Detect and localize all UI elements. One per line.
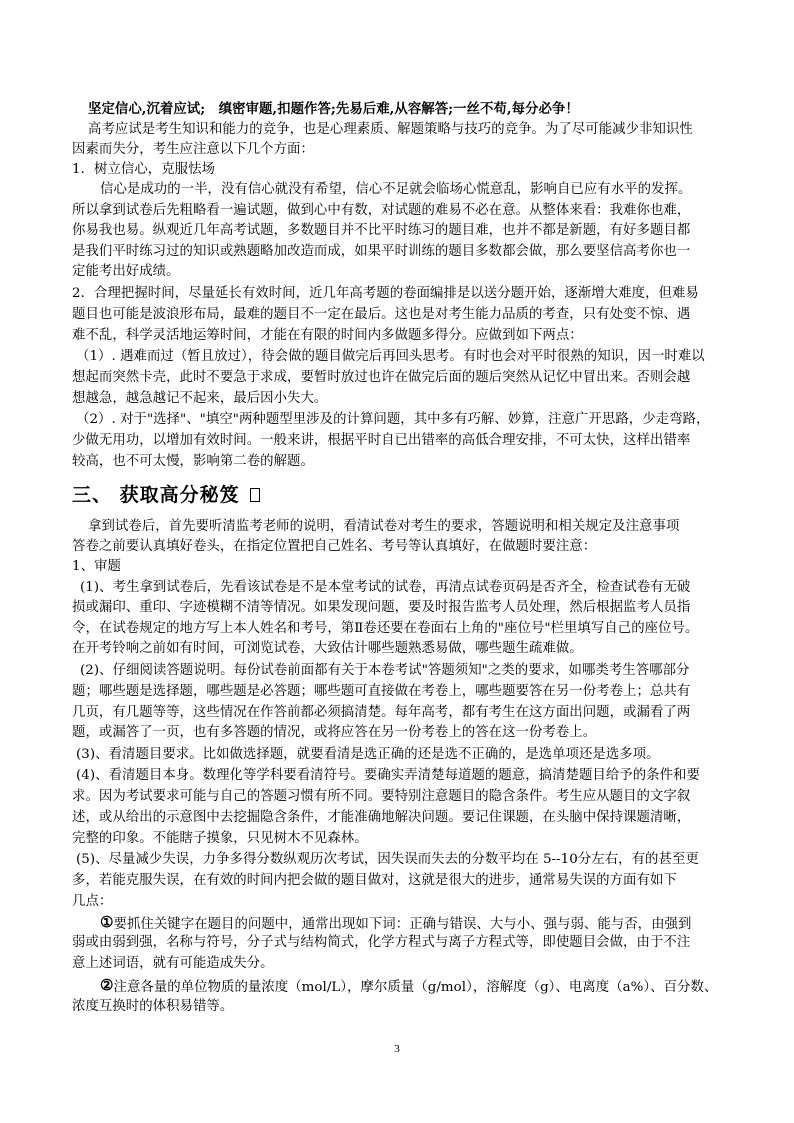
paragraph-line: (3)、看清题目要求。比如做选择题，就要看清是选正确的还是选不正确的，是选单项还是选多项。 — [76, 747, 660, 762]
paragraph-line: 几页，有几题等等，这些情况在作答前都必须搞清楚。每年高考，都有考生在这方面出问题，或漏看了两 — [72, 705, 691, 720]
paragraph-line: 弱或由弱到强，名称与符号，分子式与结构简式，化学方程式与离子方程式等，即使题目会做，由于不注 — [72, 935, 691, 950]
paragraph-line: （1）. 遇难而过（暂且放过），待会做的题目做完后再回头思考。有时也会对平时很熟的知识，因一时难以 — [76, 349, 705, 364]
section-heading — [72, 480, 260, 507]
paragraph-line: 拿到试卷后，首先要听清监考老师的说明，看清试卷对考生的要求，答题说明和相关规定及注意事项 — [88, 519, 680, 534]
paragraph-line: 你易我也易。纵观近几年高考试题，多数题目并不比平时练习的题目难，也并不都是新题，有好多题目都 — [72, 223, 691, 238]
page-number: 3 — [394, 1043, 400, 1055]
paragraph-line: 较高，也不可太慢，影响第二卷的解题。 — [72, 454, 314, 469]
item-text: 注意各量的单位物质的量浓度（mol/L），摩尔质量（g/mol），溶解度（g）、电离度（a%）、百分数、 — [113, 980, 718, 995]
numbered-heading: 1、审题 — [72, 559, 121, 574]
motto-line: 坚定信心,沉着应试; 缜密审题,扣题作答;先易后难,从容解答;一丝不苟,每分必争！ — [88, 101, 579, 117]
paragraph-line: (1)、考生拿到试卷后，先看该试卷是不是本堂考试的试卷，再清点试卷页码是否齐全，检查试卷有无破 — [80, 580, 691, 595]
circled-number-1: ① — [100, 913, 114, 931]
paragraph-line: 几点： — [72, 894, 113, 909]
paragraph-line: (4)、看清题目本身。数理化等学科要看清符号。要确实弄清楚每道题的题意，搞清楚题目给予的条件和要 — [76, 768, 700, 783]
paragraph-line: 浓度互换时的体积易错等。 — [72, 999, 234, 1014]
paragraph-line: 在开考铃响之前如有时间，可浏览试卷，大致估计哪些题熟悉易做，哪些题生疏难做。 — [72, 641, 583, 656]
paragraph-line: 述，或从给出的示意图中去挖掘隐含条件，才能准确地解决问题。要记住课题，在头脑中保持课题清晰， — [72, 810, 691, 825]
paragraph-line: 令，在试卷规定的地方写上本人姓名和考号，第Ⅱ卷还要在卷面右上角的"座位号"栏里填写自己的座位号。 — [72, 621, 699, 636]
paragraph-line: 多，若能克服失误，在有效的时间内把会做的题目做对，这就是很大的进步，通常易失误的方面有如下 — [72, 873, 677, 888]
numbered-heading: 2．合理把握时间，尽量延长有效时间，近几年高考题的卷面编排是以送分题开始，逐渐增大难度，但难易 — [72, 286, 699, 301]
paragraph-line: 难不乱，科学灵活地运筹时间，才能在有限的时间内多做题多得分。应做到如下两点： — [72, 328, 583, 343]
paragraph-line: 信心是成功的一半，没有信心就没有希望，信心不足就会临场心慌意乱，影响自已应有水平的发挥。 — [100, 182, 692, 197]
paragraph-line: 损或漏印、重印、字迹模糊不清等情况。如果发现问题，要及时报告监考人员处理，然后根据监考人员指 — [72, 600, 691, 615]
paragraph-line: 因素而失分，考生应注意以下几个方面： — [72, 142, 314, 157]
paragraph-line: 少做无用功，以增加有效时间。一般来讲，根据平时自已出错率的高低合理安排，不可太快，这样出错率 — [72, 433, 691, 448]
paragraph-line: 题；哪些题是选择题，哪些题是必答题；哪些题可直接做在考卷上，哪些题要答在另一份考卷上；总共有 — [72, 684, 691, 699]
paragraph-line: 高考应试是考生知识和能力的竞争，也是心理素质、解题策略与技巧的竞争。为了尽可能减少非知识性 — [88, 122, 693, 137]
paragraph-line: 想越急，越急越记不起来，最后因小失大。 — [72, 391, 328, 406]
item-text: 要抓住关键字在题目的问题中，通常出现如下词：正确与错误、大与小、强与弱、能与否，由强到 — [113, 917, 692, 932]
paragraph-line: 意上述词语，就有可能造成失分。 — [72, 956, 274, 971]
paragraph-line: 题目也可能是波浪形布局，最难的题目不一定在最后。这也是对考生能力品质的考查，只有处变不惊、遇 — [72, 307, 691, 322]
paragraph-line: 是我们平时练习过的知识或熟题略加改造而成，如果平时训练的题目多数都会做，那么要坚信高考你也一 — [72, 244, 691, 259]
paragraph-line: (5)、尽量减少失误，力争多得分数纵观历次考试，因失误而失去的分数平均在 5--10分左右，有的甚至更 — [76, 852, 699, 867]
circled-number-2: ② — [100, 976, 114, 994]
paragraph-line: 求。因为考试要求可能与自己的答题习惯有所不同。要特别注意题目的隐含条件。考生应从题目的文字叙 — [72, 789, 691, 804]
paragraph-line — [100, 975, 717, 998]
paragraph-line — [100, 912, 691, 935]
paragraph-line: 答卷之前要认真填好卷头，在指定位置把自己姓名、考号等认真填好，在做题时要注意： — [72, 539, 597, 554]
paragraph-line: 想起而突然卡壳，此时不要急于求成，要暂时放过也许在做完后面的题后突然从记忆中冒出来。否则会越 — [72, 370, 691, 385]
paragraph-line: 定能考出好成绩。 — [72, 264, 180, 279]
paragraph-line: （2）. 对于"选择"、"填空"两种题型里涉及的计算问题，其中多有巧解、妙算，注意广开思路，少走弯路， — [76, 412, 710, 427]
paragraph-line: (2)、仔细阅读答题说明。每份试卷前面都有关于本卷考试"答题须知"之类的要求，如哪类考生答哪部分 — [80, 663, 690, 678]
section-heading-text: 三、 获取高分秘笈 — [72, 484, 240, 506]
placeholder-box-icon — [250, 488, 260, 502]
paragraph-line: 完整的印象。不能瞎子摸象，只见树木不见森林。 — [72, 831, 368, 846]
paragraph-line: 题，或漏答了一页，也有多答题的情况，或将应答在另一份考卷上的答在这一份考卷上。 — [72, 725, 597, 740]
paragraph-line: 所以拿到试卷后先粗略看一遍试题，做到心中有数，对试题的难易不必在意。从整体来看：我难你也难， — [72, 203, 691, 218]
numbered-heading: 1．树立信心，克服怯场 — [72, 162, 215, 177]
